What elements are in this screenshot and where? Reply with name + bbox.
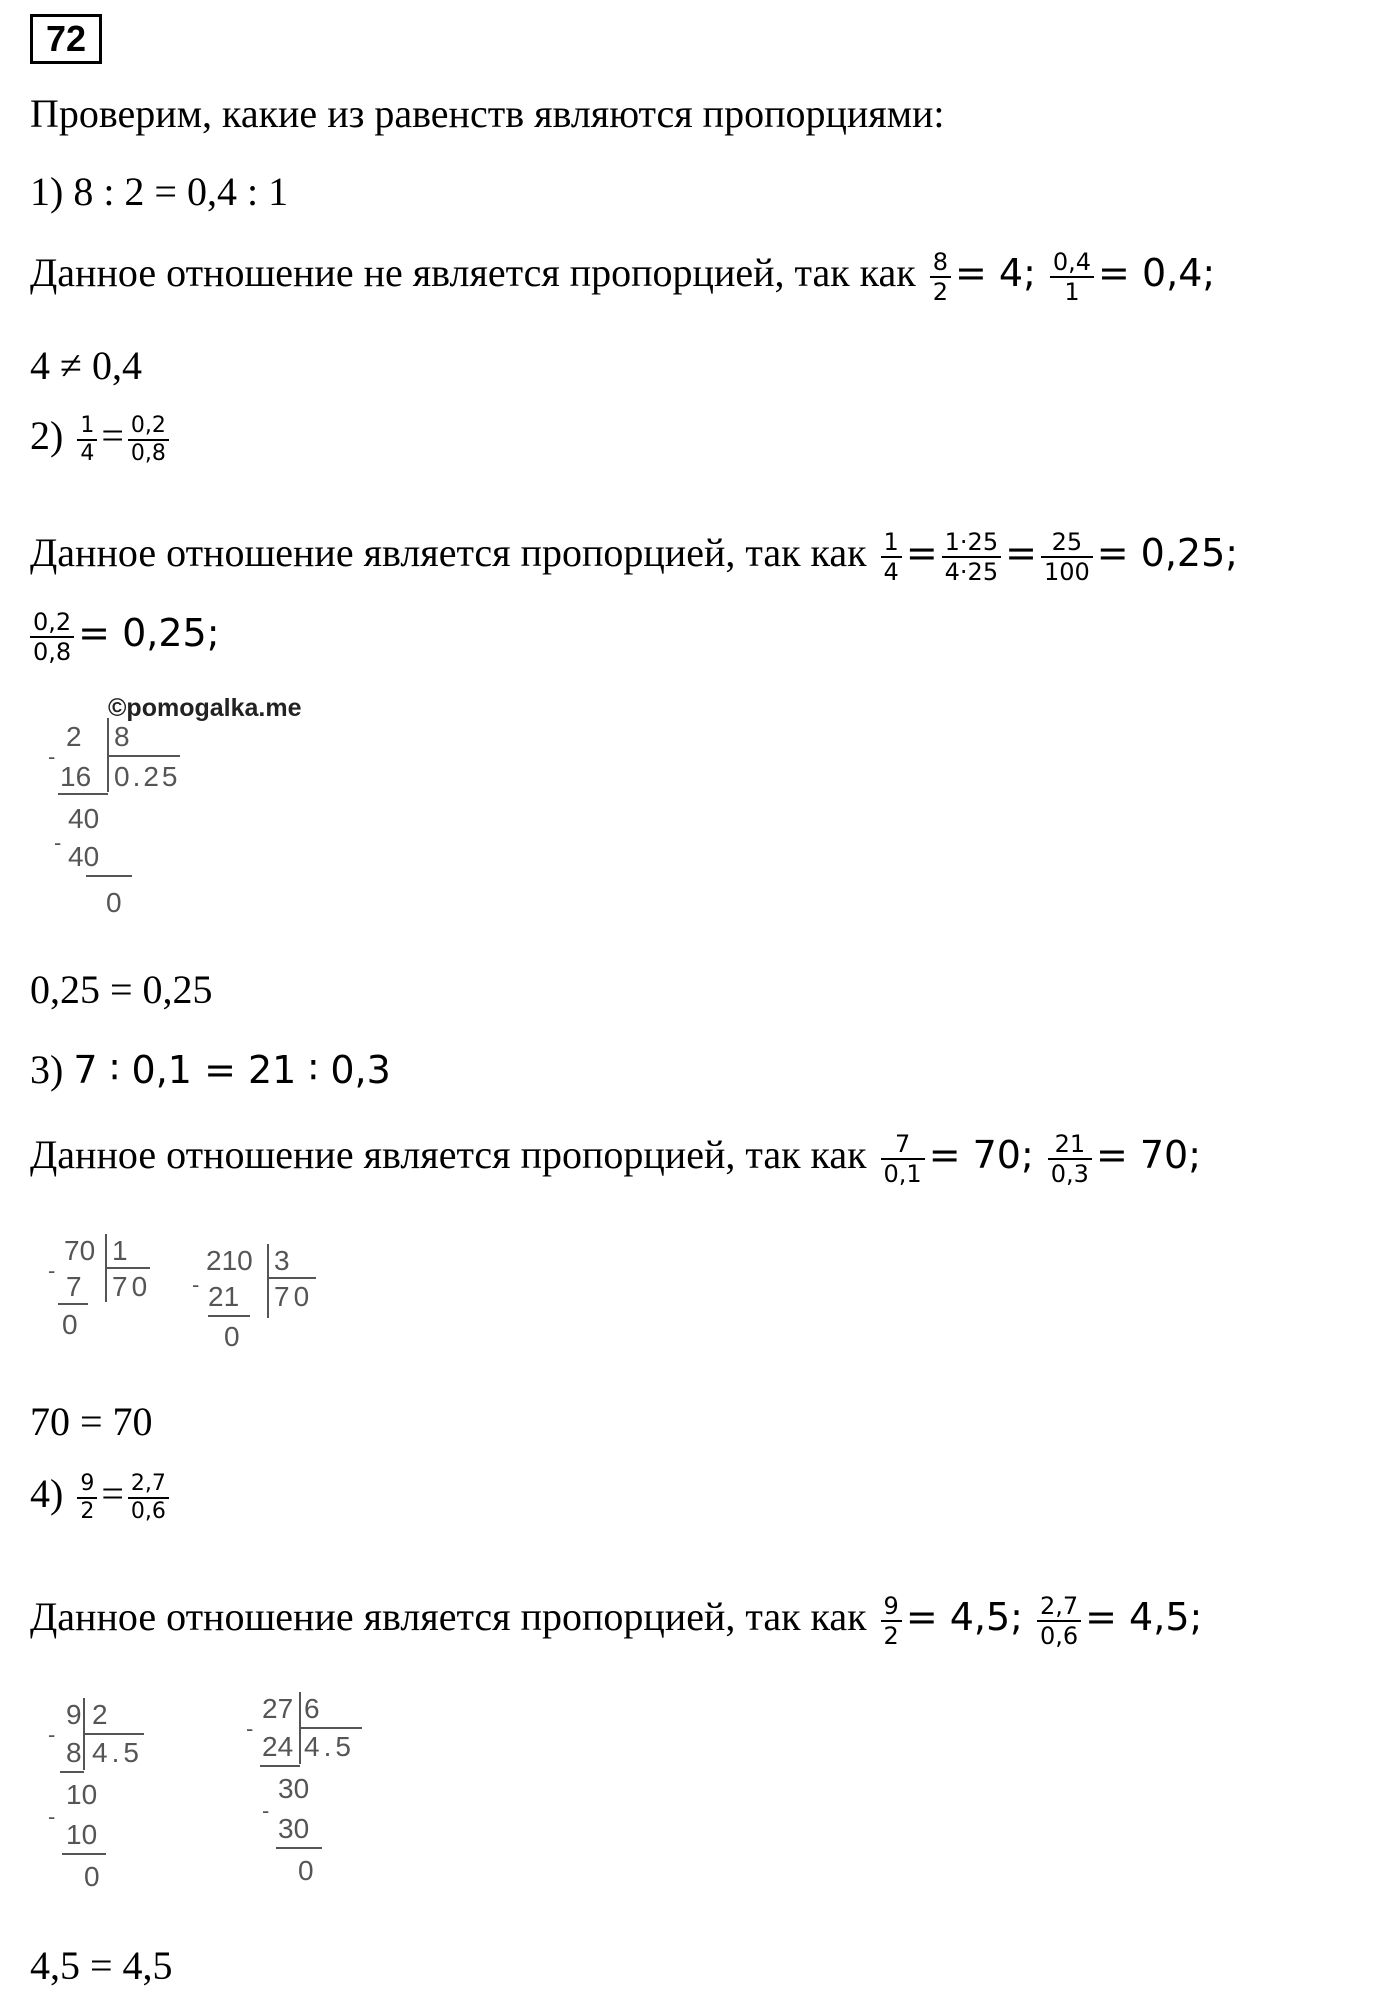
svg-text:0: 0 (106, 887, 122, 918)
item2-equation (30, 412, 173, 467)
svg-text:2: 2 (66, 721, 82, 752)
item2-prefix: 2) (30, 413, 64, 458)
svg-text:30: 30 (278, 1813, 310, 1844)
item3-reason-text: Данное отношение является пропорцией, так как (30, 1132, 867, 1178)
svg-text:210: 210 (206, 1245, 253, 1276)
item3-fraction-b: $\frac{21}{0,3}$ (1048, 1130, 1092, 1188)
svg-text:0.25: 0.25 (114, 761, 181, 792)
svg-text:70: 70 (274, 1281, 314, 1312)
item4-fraction-left: $\frac{9}{2}$ (77, 1471, 97, 1525)
svg-text:-: - (192, 1272, 200, 1297)
svg-text:0: 0 (62, 1309, 78, 1340)
item4-long-division-2 (240, 1690, 390, 1900)
item2-fraction-a: $\frac{1}{4}$ (881, 528, 902, 586)
item1-reason-text: Данное отношение не является пропорцией, так как (30, 250, 916, 296)
svg-text:-: - (48, 744, 56, 769)
item1-fraction-a-result: = 4; (954, 251, 1036, 296)
svg-text:6: 6 (304, 1693, 320, 1724)
svg-text:21: 21 (208, 1281, 240, 1312)
svg-text:8: 8 (66, 1737, 82, 1768)
svg-text:30: 30 (278, 1773, 310, 1804)
svg-text:8: 8 (114, 721, 130, 752)
svg-text:70: 70 (64, 1235, 96, 1266)
svg-text:16: 16 (60, 761, 92, 792)
item4-reason: Данное отношение является пропорцией, так как $\frac{9}{2}$ = 4,5; $\frac{2,7}{0,6}$ = 4,5; (30, 1592, 1203, 1650)
svg-text:-: - (48, 1722, 56, 1747)
item1-fraction-b: $\frac{0,4}{1}$ (1050, 248, 1094, 306)
svg-text:40: 40 (68, 803, 100, 834)
item3-label: 3) 7 ∶ 0,1 = 21 ∶ 0,3 (30, 1047, 391, 1092)
svg-text:4.5: 4.5 (304, 1731, 355, 1762)
item4-fraction-right: $\frac{2,7}{0,6}$ (128, 1471, 169, 1525)
svg-text:27: 27 (262, 1693, 294, 1724)
item2-fraction-b: $\frac{1\cdot 25}{4\cdot 25}$ (942, 528, 1001, 586)
item4-long-division-1 (40, 1696, 180, 1906)
watermark: ©pomogalka.me (108, 694, 302, 722)
item4-conclusion: 4,5 = 4,5 (30, 1943, 173, 1988)
item1-fraction-b-result: = 0,4; (1098, 251, 1216, 296)
item4-reason-text: Данное отношение является пропорцией, так как (30, 1594, 867, 1640)
svg-text:0: 0 (224, 1321, 240, 1352)
item2-fraction-d-result: = 0,25; (78, 611, 220, 656)
svg-text:2: 2 (92, 1699, 108, 1730)
svg-text:70: 70 (112, 1271, 152, 1302)
svg-text:-: - (262, 1798, 270, 1823)
svg-text:-: - (54, 830, 62, 855)
svg-text:1: 1 (112, 1235, 128, 1266)
item4-fraction-b: $\frac{2,7}{0,6}$ (1037, 1592, 1081, 1650)
item4-fraction-a: $\frac{9}{2}$ (881, 1592, 902, 1650)
intro-text: Проверим, какие из равенств являются пропорциями: (30, 91, 945, 136)
svg-text:9: 9 (66, 1699, 82, 1730)
svg-text:-: - (48, 1258, 56, 1283)
item4-equation: 4) $\frac{9}{2}$ = $\frac{2,7}{0,6}$ (30, 1470, 173, 1525)
svg-text:0: 0 (84, 1861, 100, 1892)
item2-fraction-left: $\frac{1}{4}$ (77, 413, 97, 467)
item2-fraction-c: $\frac{25}{100}$ (1041, 528, 1093, 586)
item2-reason-text: Данное отношение является пропорцией, так как (30, 530, 867, 576)
item1-label: 1) 8 : 2 = 0,4 : 1 (30, 169, 289, 214)
svg-text:10: 10 (66, 1779, 98, 1810)
item2-equals: = (101, 413, 124, 458)
svg-text:3: 3 (274, 1245, 290, 1276)
item2-fraction-d: $\frac{0,2}{0,8}$ (30, 608, 74, 666)
svg-text:24: 24 (262, 1731, 294, 1762)
item2-long-division (40, 716, 220, 926)
item2-fraction-right: $\frac{0,2}{0,8}$ (128, 413, 169, 467)
item3-conclusion: 70 = 70 (30, 1399, 153, 1444)
item3-long-division-1 (40, 1234, 170, 1354)
item1-reason (30, 248, 1215, 306)
item3-long-division-2 (190, 1244, 330, 1364)
item1-fraction-a: $\frac{8}{2}$ (930, 248, 951, 306)
svg-text:4.5: 4.5 (92, 1737, 143, 1768)
item3-fraction-a: $\frac{7}{0,1}$ (881, 1130, 925, 1188)
item2-result: = 0,25; (1096, 531, 1239, 576)
item2-conclusion: 0,25 = 0,25 (30, 967, 213, 1012)
svg-text:10: 10 (66, 1819, 98, 1850)
item2-second-fraction (30, 608, 220, 666)
item3-reason: Данное отношение является пропорцией, так как $\frac{7}{0,1}$ = 70; $\frac{21}{0,3}$ = 70; (30, 1130, 1202, 1188)
svg-text:40: 40 (68, 841, 100, 872)
item1-conclusion: 4 ≠ 0,4 (30, 343, 142, 388)
task-number-badge: 72 (30, 14, 102, 64)
svg-text:-: - (48, 1804, 56, 1829)
svg-text:7: 7 (66, 1271, 82, 1302)
item2-reason: Данное отношение является пропорцией, так как $\frac{1}{4}$ = $\frac{1\cdot 25}{4\cdot 25}$ = $\frac{25}{100}$ = 0,25; (30, 528, 1239, 586)
svg-text:0: 0 (298, 1855, 314, 1886)
svg-text:-: - (246, 1716, 254, 1741)
